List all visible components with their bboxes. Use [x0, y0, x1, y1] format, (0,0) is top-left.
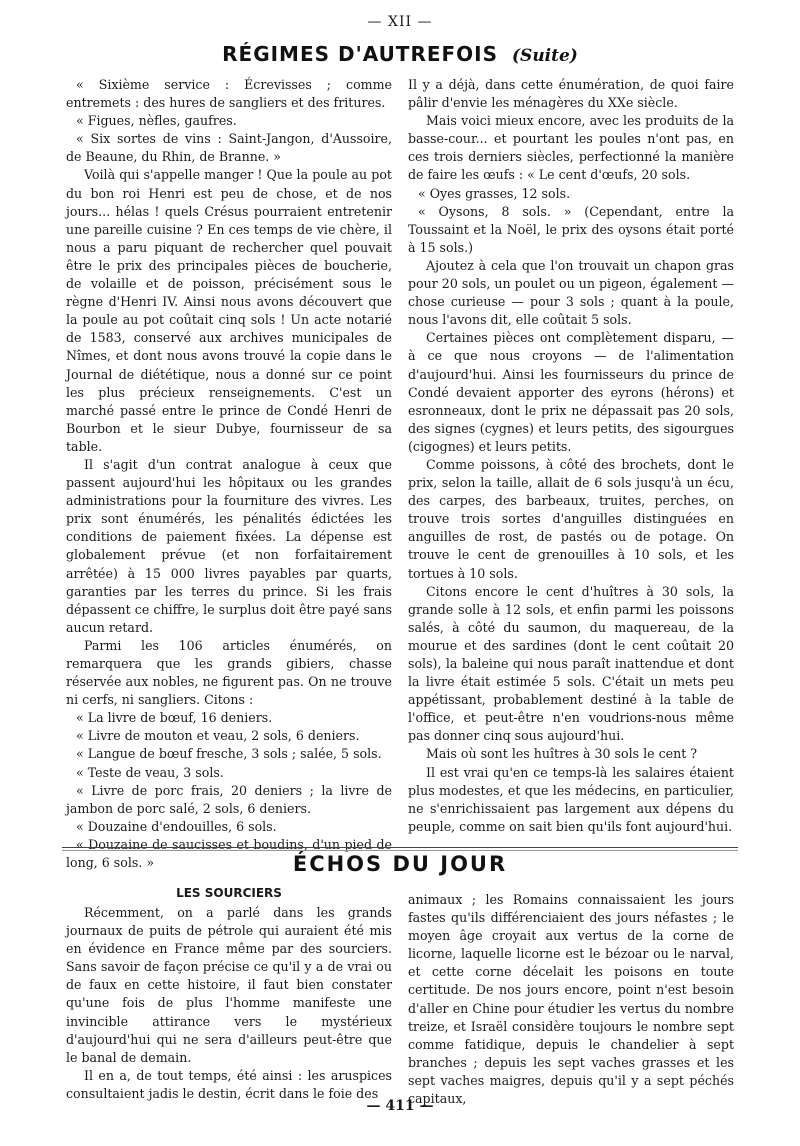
section-title-suite: (Suite): [512, 46, 578, 66]
paragraph: Comme poissons, à côté des brochets, dont le prix, selon la taille, allait de 6 sols jusqu'à un écu, des carpes, des barbeaux, truites, perches, on trouve trois sortes d'anguilles distinguées en anguilles de rost, de pastés ou de potage. On trouve le cent de grenouilles à 10 sols, et les tortues à 10 sols.: [408, 456, 734, 581]
section-title-regimes: [0, 42, 800, 66]
paragraph: « Sixième service : Écrevisses ; comme entremets : des hures de sangliers et des fritures.: [66, 77, 392, 111]
paragraph: Parmi les 106 articles énumérés, on remarquera que les grands gibiers, chasse réservée aux nobles, ne figurent pas. On ne trouve ni cerfs, ni sangliers. Citons :: [66, 637, 392, 708]
page-number: — 411 —: [366, 1098, 434, 1114]
paragraph: « Langue de bœuf fresche, 3 sols ; salée, 5 sols.: [76, 746, 382, 762]
subheading-sourciers: LES SOURCIERS: [176, 886, 282, 900]
paragraph: Récemment, on a parlé dans les grands journaux de puits de pétrole qui auraient été mis en évidence en France même par des sourciers. Sans savoir de façon précise ce qu'il y a de vrai ou de faux en cette histoire, il faut bien constater qu'une fois de plus l'homme manifeste une invincible attirance vers le mystérieux d'aujourd'hui qui ne sera d'ailleurs peut-être que le banal de demain.: [66, 905, 392, 1065]
paragraph: Certaines pièces ont complètement disparu, — à ce que nous croyons — de l'alimentation d'aujourd'hui. Ainsi les fournisseurs du prince de Condé devaient apporter des eyrons (hérons) et esronneaux, dont le prix ne dépassait pas 20 sols, des signes (cygnes) et leurs petits, des sigourgues (cigognes) et leurs petits.: [408, 330, 734, 454]
folio-header: — XII —: [367, 14, 433, 30]
paragraph: « La livre de bœuf, 16 deniers.: [76, 710, 273, 726]
paragraph: Il y a déjà, dans cette énumération, de quoi faire pâlir d'envie les ménagères du XXe siècle.: [408, 77, 734, 111]
paragraph: Citons encore le cent d'huîtres à 30 sols, la grande solle à 12 sols, et enfin parmi les poissons salés, à côté du saumon, du maquereau, de la mourue et des sardines (dont le cent coûtait 20 sols), la baleine qui nous paraît inattendue et dont la livre était estimée 5 sols. C'était un mets peu appétissant, probablement destiné à la table de l'office, et peut-être n'en voudrions-nous même pas donner cinq sous aujourd'hui.: [408, 583, 734, 744]
paragraph: « Douzaine d'endouilles, 6 sols.: [76, 818, 277, 834]
paragraph: « Teste de veau, 3 sols.: [76, 764, 224, 780]
regimes-right-column: [408, 76, 734, 836]
echos-right-column: [408, 891, 734, 1108]
section-divider: [62, 847, 738, 851]
section-title-echos: ÉCHOS DU JOUR: [292, 852, 508, 876]
paragraph: « Douzaine de saucisses et boudins, d'un pied de long, 6 sols. »: [66, 836, 392, 871]
paragraph: « Oysons, 8 sols. » (Cependant, entre la Toussaint et la Noël, le prix des oysons était porté à 15 sols.): [408, 203, 734, 255]
regimes-left-column: [66, 76, 392, 872]
paragraph: Voilà qui s'appelle manger ! Que la poule au pot du bon roi Henri est peu de chose, et de nos jours... hélas ! quels Crésus pourraient entretenir une pareille cuisine ? En ces temps de vie chère, il nous a paru piquant de rechercher quel pouvait être le prix des principales pièces de boucherie, de volaille et de poisson, précisément sous le règne d'Henri IV. Ainsi nous avons découvert que la poule au pot coûtait cinq sols ! Un acte notarié de 1583, conservé aux archives municipales de Nîmes, et dont nous avons trouvé la copie dans le Journal de diététique, nous a donné sur ce point les plus précieux renseignements. C'est un marché passé entre le prince de Condé Henri de Bourbon et le sieur Dubye, fournisseur de sa table.: [66, 167, 392, 454]
paragraph: Mais voici mieux encore, avec les produits de la basse-cour... et pourtant les poules n'ont pas, en ces trois derniers siècles, perfectionné la manière de faire les œufs : « Le cent d'œufs, 20 sols.: [408, 113, 734, 183]
paragraph: Ajoutez à cela que l'on trouvait un chapon gras pour 20 sols, un poulet ou un pigeon, également — chose curieuse — pour 3 sols ; quant à la poule, nous l'avons dit, elle coûtait 5 sols.: [408, 257, 734, 328]
paragraph: Il en a, de tout temps, été ainsi : les aruspices consultaient jadis le destin, écrit dans le foie des: [66, 1067, 392, 1101]
paragraph: « Figues, nèfles, gaufres.: [76, 113, 237, 129]
paragraph: Il s'agit d'un contrat analogue à ceux que passent aujourd'hui les hôpitaux ou les grandes administrations pour la fourniture des vivres. Les prix sont énumérés, les pénalités édictées les conditions de paiement fixées. La dépense est globalement prévue (et non forfaitairement arrêtée) à 15 000 livres payables par quarts, garanties par les terres du prince. Si les frais dépassent ce chiffre, le surplus doit être payé sans aucun retard.: [66, 456, 392, 635]
paragraph: « Livre de porc frais, 20 deniers ; la livre de jambon de porc salé, 2 sols, 6 deniers.: [66, 782, 392, 816]
paragraph: « Six sortes de vins : Saint-Jangon, d'Aussoire, de Beaune, du Rhin, de Branne. »: [66, 131, 392, 165]
echos-left-column: [66, 904, 392, 1103]
paragraph: « Oyes grasses, 12 sols.: [418, 185, 571, 201]
paragraph: « Livre de mouton et veau, 2 sols, 6 deniers.: [76, 728, 360, 744]
paragraph: animaux ; les Romains connaissaient les jours fastes qu'ils différenciaient des jours néfastes ; le moyen âge croyait aux vertus de la corne de licorne, laquelle licorne est le bézoar ou le narval, et cette corne décelait les poisons en toute certitude. De nos jours encore, point n'est besoin d'aller en Chine pour étudier les vertus du nombre treize, et Israël considère toujours le nombre sept comme fatidique, depuis le chandelier à sept branches ; depuis les sept vaches grasses et les sept vaches maigres, depuis qu'il y a sept péchés capitaux,: [408, 892, 734, 1107]
section-title-text: RÉGIMES D'AUTREFOIS: [222, 42, 499, 66]
paragraph: Mais où sont les huîtres à 30 sols le cent ?: [426, 746, 698, 762]
paragraph: Il est vrai qu'en ce temps-là les salaires étaient plus modestes, et que les médecins, en particulier, ne s'enrichissaient pas largement aux dépens du peuple, comme on sait bien qu'ils font aujourd'hui.: [408, 764, 734, 834]
